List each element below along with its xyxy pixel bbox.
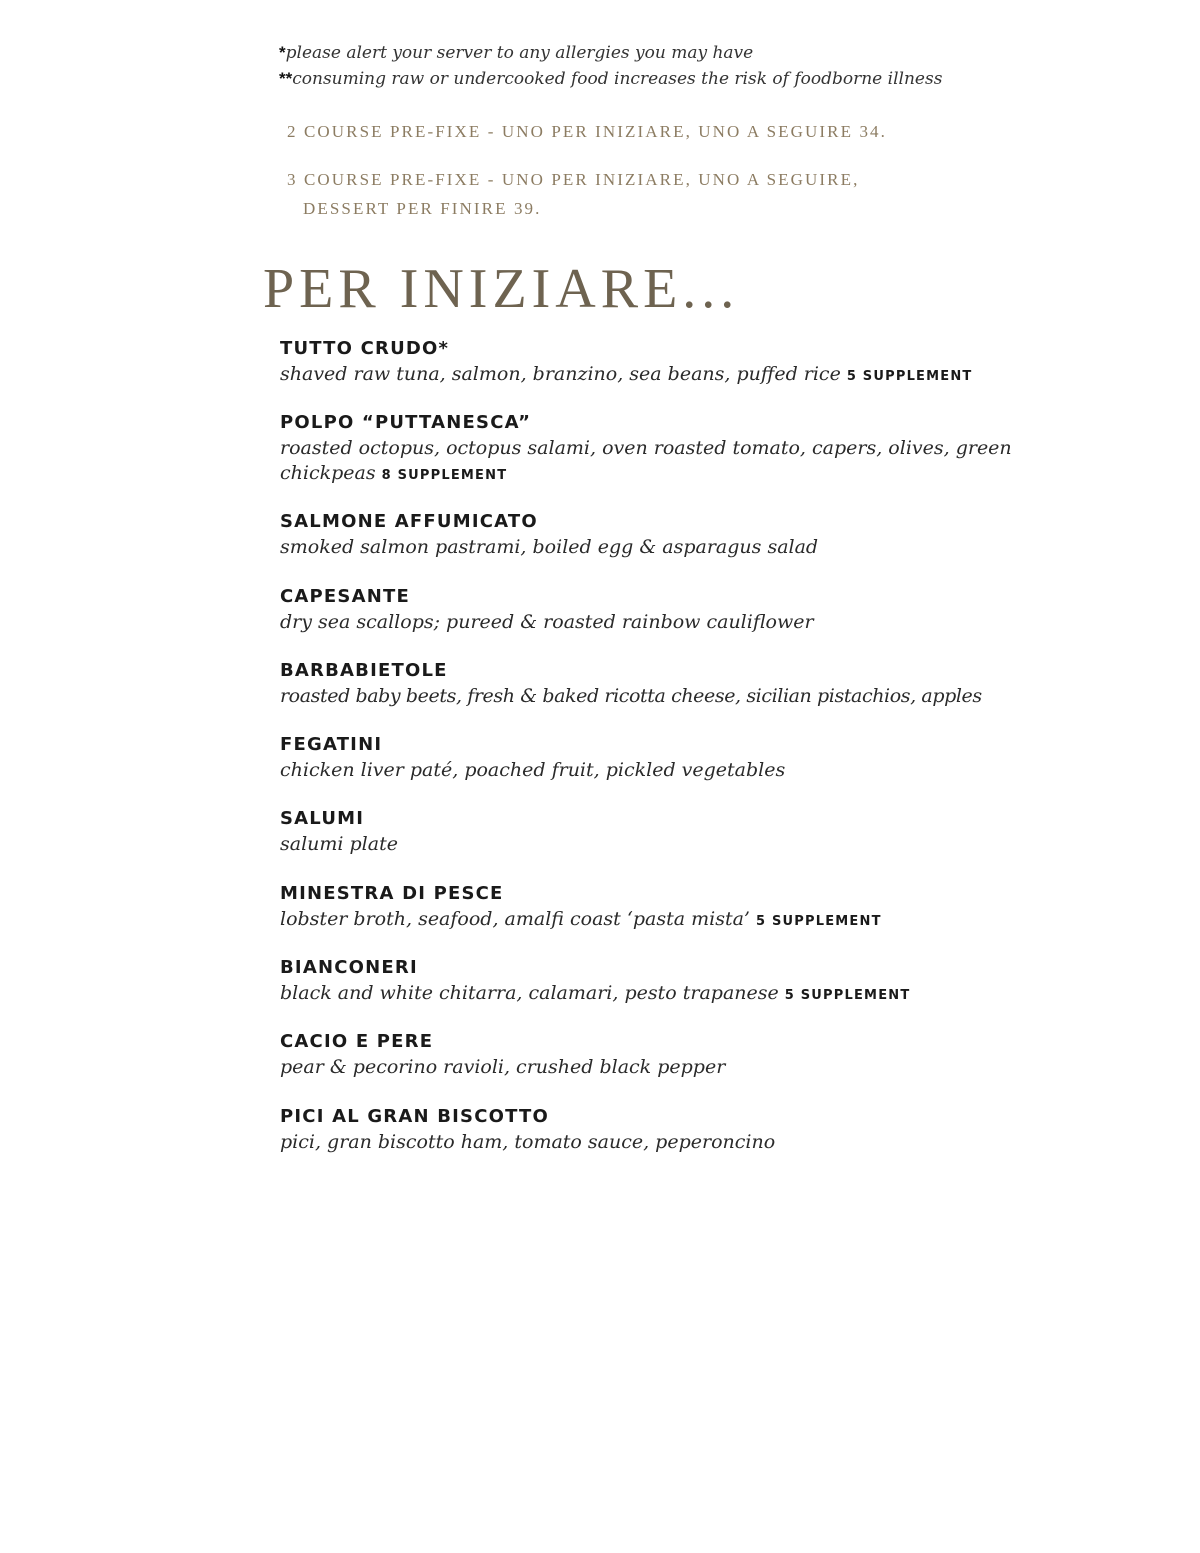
note-mark: *	[279, 43, 286, 62]
item-desc-text: roasted baby beets, fresh & baked ricotta cheese, sicilian pistachios, apples	[280, 684, 982, 707]
item-desc-text: roasted octopus, octopus salami, oven roasted tomato, capers, olives, green chickpeas	[280, 437, 1012, 485]
item-name: CAPESANTE	[280, 585, 410, 607]
menu-item	[280, 656, 1140, 730]
item-description	[280, 907, 1140, 934]
note-text: consuming raw or undercooked food increases the risk of foodborne illness	[292, 69, 943, 89]
item-desc-text: pear & pecorino ravioli, crushed black pepper	[280, 1056, 726, 1079]
allergy-notes	[279, 40, 1099, 92]
three-course-prefix	[287, 165, 1087, 223]
prefix-text-line1: 3 COURSE PRE-FIXE - UNO PER INIZIARE, UNO A SEGUIRE,	[287, 170, 860, 189]
item-name: SALUMI	[280, 808, 365, 830]
item-description	[280, 436, 1020, 488]
menu-item	[280, 582, 1140, 656]
menu-item	[280, 1027, 1140, 1101]
item-description	[280, 758, 1140, 783]
menu-item	[280, 953, 1140, 1027]
item-description	[280, 362, 1140, 389]
item-desc-text: black and white chitarra, calamari, pesto trapanese	[280, 982, 779, 1005]
item-desc-text: pici, gran biscotto ham, tomato sauce, peperoncino	[280, 1130, 776, 1153]
item-supplement: 8 SUPPLEMENT	[381, 468, 508, 484]
section-title: PER INIZIARE...	[263, 258, 740, 320]
item-name: CACIO E PERE	[280, 1031, 434, 1053]
menu-item	[280, 804, 1140, 878]
prefix-text: 2 COURSE PRE-FIXE - UNO PER INIZIARE, UNO A SEGUIRE 34.	[287, 122, 888, 141]
item-name: TUTTO CRUDO*	[280, 338, 450, 359]
note-mark: **	[279, 69, 293, 88]
menu-item	[280, 1102, 1140, 1176]
item-desc-text: smoked salmon pastrami, boiled egg & asparagus salad	[280, 536, 819, 559]
note-text: please alert your server to any allergies you may have	[285, 43, 754, 63]
item-name: BARBABIETOLE	[280, 659, 448, 681]
item-desc-text: salumi plate	[280, 833, 398, 856]
item-description	[280, 684, 1140, 709]
item-description	[280, 610, 1140, 635]
item-description	[280, 1130, 1140, 1155]
menu-item	[280, 879, 1140, 953]
item-description	[280, 1055, 1140, 1080]
allergy-note	[279, 40, 1099, 66]
item-name: SALMONE AFFUMICATO	[280, 511, 538, 533]
item-description	[280, 981, 1140, 1008]
item-desc-text: dry sea scallops; pureed & roasted rainbow cauliflower	[280, 610, 814, 633]
item-name: BIANCONERI	[280, 957, 418, 979]
two-course-prefix	[287, 117, 1087, 146]
item-name: MINESTRA DI PESCE	[280, 882, 504, 904]
item-supplement: 5 SUPPLEMENT	[846, 369, 973, 384]
item-desc-text: shaved raw tuna, salmon, branzino, sea beans, puffed rice	[280, 363, 841, 385]
item-description	[280, 535, 1140, 560]
item-supplement: 5 SUPPLEMENT	[784, 988, 911, 1004]
prefix-text-line2: DESSERT PER FINIRE 39.	[303, 199, 542, 218]
item-description	[280, 832, 1140, 857]
menu-item	[280, 408, 1140, 507]
menu-item	[280, 507, 1140, 581]
item-supplement: 5 SUPPLEMENT	[755, 913, 882, 929]
menu-item	[280, 334, 1140, 408]
item-name: POLPO “PUTTANESCA”	[280, 412, 532, 434]
raw-food-note	[279, 66, 1099, 92]
menu-items	[280, 334, 1140, 1176]
item-desc-text: chicken liver paté, poached fruit, pickled vegetables	[280, 759, 786, 782]
menu-item	[280, 730, 1140, 804]
item-desc-text: lobster broth, seafood, amalfi coast ‘pasta mista’	[280, 907, 750, 930]
item-name: PICI AL GRAN BISCOTTO	[280, 1105, 549, 1127]
item-name: FEGATINI	[280, 734, 383, 756]
